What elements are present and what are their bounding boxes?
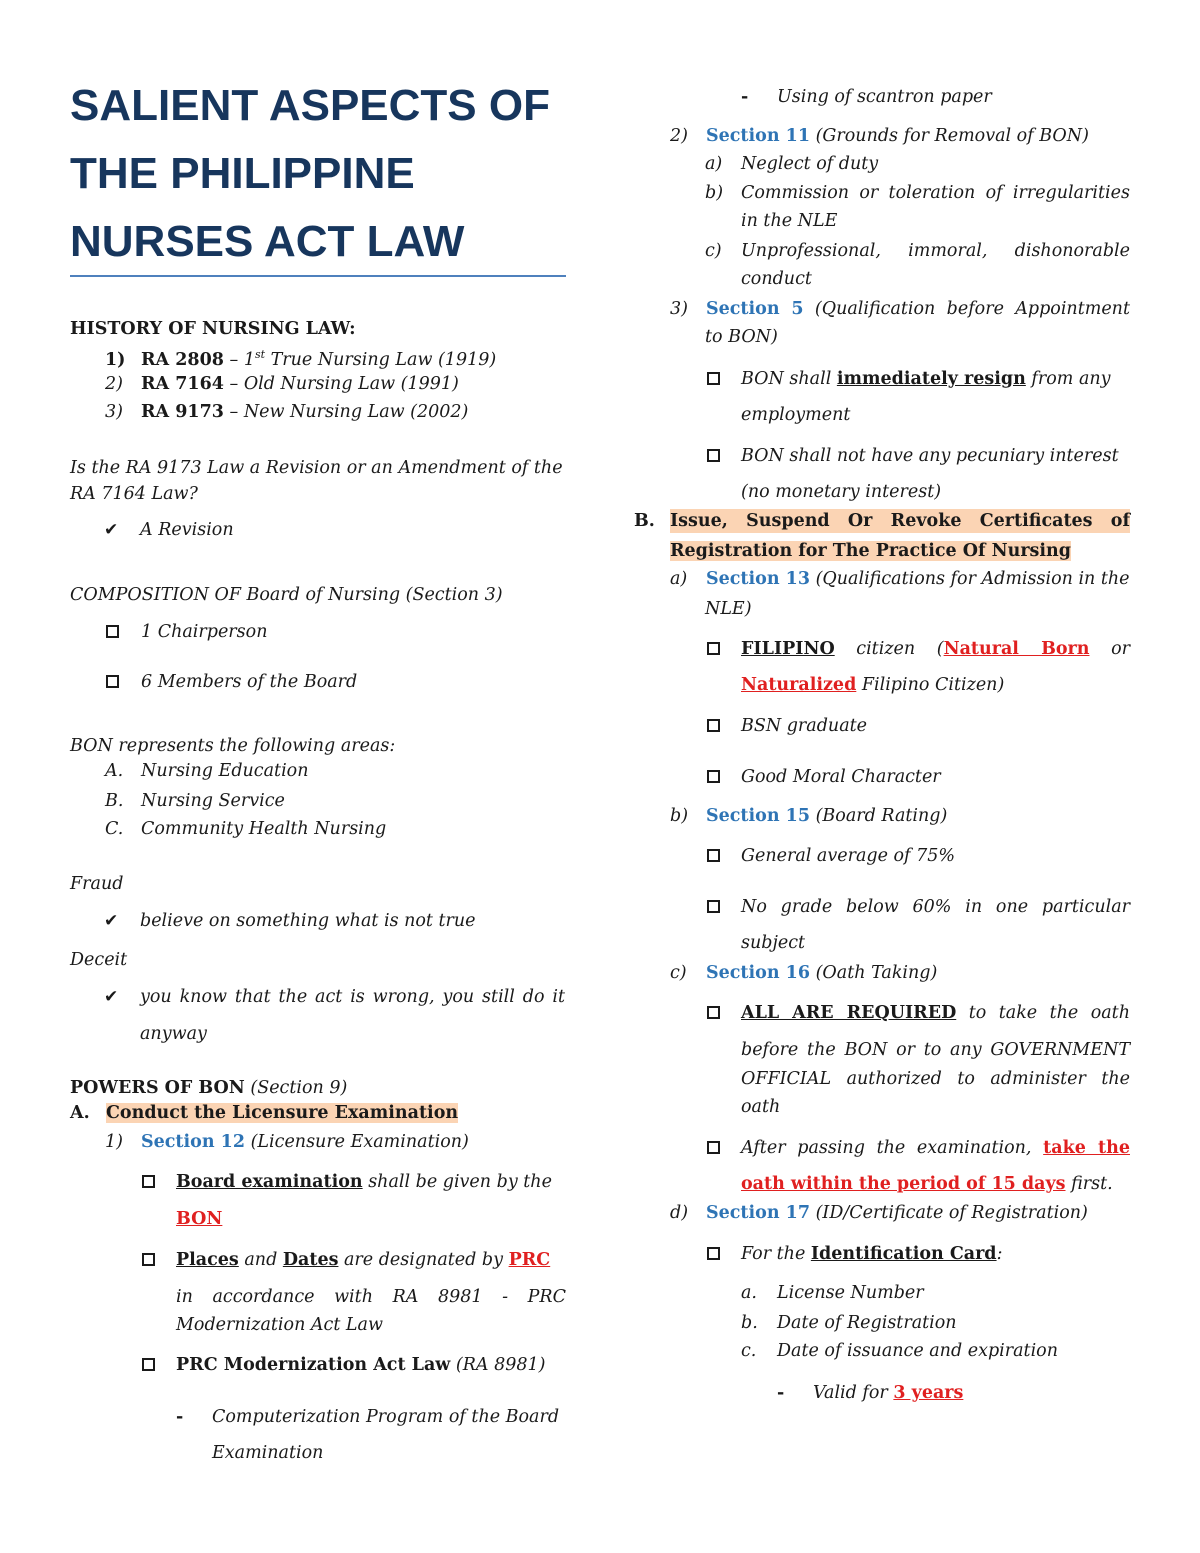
section-15: b) Section 15 (Board Rating) (670, 806, 948, 826)
removal-item-cont: in the NLE (741, 211, 838, 231)
oath-after-cont: oath within the period of 15 days first. (741, 1174, 1113, 1194)
section-13: a) Section 13 (Qualifications for Admission in the (670, 569, 1130, 589)
checkbox-icon (142, 1253, 155, 1266)
checkbox-icon (707, 770, 720, 783)
fraud-term: Fraud (70, 874, 124, 894)
section-13-cont: NLE) (705, 599, 752, 619)
area-item: A. Nursing Education (105, 761, 309, 781)
id-card-field: c. Date of issuance and expiration (741, 1341, 1058, 1361)
area-item: C. Community Health Nursing (105, 819, 387, 839)
powers-part-b-cont: Registration for The Practice Of Nursing (670, 541, 1072, 561)
removal-item: b) Commission or toleration of irregularities (705, 183, 1130, 203)
section-16: c) Section 16 (Oath Taking) (670, 963, 938, 983)
powers-part-a: A. Conduct the Licensure Examination (70, 1103, 459, 1123)
dash-bullet: - (777, 1383, 785, 1403)
checkbox-icon (106, 675, 119, 688)
removal-item-cont: conduct (741, 269, 812, 289)
id-card-item: For the Identification Card: (707, 1242, 1002, 1266)
oath-required-cont: oath (741, 1097, 781, 1117)
filipino-item: FILIPINO citizen (Natural Born or (707, 637, 1130, 661)
places-item-cont: Modernization Act Law (176, 1315, 383, 1335)
checkbox-icon (707, 449, 720, 462)
powers-part-b: B. Issue, Suspend Or Revoke Certificates of (634, 511, 1130, 531)
places-item: Places and Dates are designated by PRC (142, 1248, 550, 1272)
id-card-field: a. License Number (741, 1283, 924, 1303)
rating-item: No grade below 60% in one particular (707, 895, 1130, 919)
prc-sub-item: - Computerization Program of the Board (176, 1407, 560, 1427)
section-12: 1) Section 12 (Licensure Examination) (105, 1132, 469, 1152)
areas-heading: BON represents the following areas: (70, 736, 396, 756)
history-item: 2) RA 7164 – Old Nursing Law (1991) (105, 374, 459, 394)
rating-item: General average of 75% (707, 844, 955, 868)
checkbox-icon (142, 1175, 155, 1188)
rating-item-cont: subject (741, 933, 806, 953)
removal-item: a) Neglect of duty (705, 154, 879, 174)
deceit-definition-cont: anyway (140, 1024, 207, 1044)
deceit-definition: ✔ you know that the act is wrong, you still do it (104, 987, 565, 1007)
checkbox-icon (707, 1006, 720, 1019)
validity-item: - Valid for 3 years (777, 1383, 964, 1403)
board-exam-bon: BON (176, 1209, 223, 1229)
checkbox-icon (142, 1358, 155, 1371)
checkbox-icon (707, 1141, 720, 1154)
composition-item: 6 Members of the Board (106, 670, 357, 694)
id-card-field: b. Date of Registration (741, 1313, 957, 1333)
checkmark-icon: ✔ (104, 520, 119, 540)
section-5: 3) Section 5 (Qualification before Appointment (670, 299, 1130, 319)
checkbox-icon (707, 642, 720, 655)
answer-item: ✔ A Revision (104, 520, 234, 540)
oath-required-cont: OFFICIAL authorized to administer the (741, 1069, 1130, 1089)
pecuniary-item-cont: (no monetary interest) (741, 482, 942, 502)
area-item: B. Nursing Service (105, 791, 285, 811)
filipino-item-cont: Naturalized Filipino Citizen) (741, 675, 1005, 695)
page-title (70, 72, 550, 276)
composition-heading: COMPOSITION OF Board of Nursing (Section 3) (70, 585, 503, 605)
places-item-cont: in accordance with RA 8981 - PRC (176, 1287, 566, 1307)
title-line: NURSES ACT LAW (70, 217, 465, 266)
powers-heading: POWERS OF BON (Section 9) (70, 1078, 348, 1098)
section-5-cont: to BON) (705, 327, 778, 347)
checkbox-icon (707, 372, 720, 385)
question-text: RA 7164 Law? (70, 484, 198, 504)
dash-bullet: - (741, 87, 749, 107)
oath-required-item: ALL ARE REQUIRED to take the oath (707, 1001, 1130, 1025)
checkbox-icon (707, 900, 720, 913)
section-17: d) Section 17 (ID/Certificate of Registration) (670, 1203, 1088, 1223)
checkbox-icon (707, 849, 720, 862)
checkbox-icon (707, 719, 720, 732)
section-11: 2) Section 11 (Grounds for Removal of BON) (670, 126, 1089, 146)
resign-item: BON shall immediately resign from any (707, 367, 1111, 391)
history-item: 1) RA 2808 – 1st True Nursing Law (1919) (105, 348, 497, 370)
checkbox-icon (707, 1247, 720, 1260)
removal-item: c) Unprofessional, immoral, dishonorable (705, 241, 1130, 261)
dash-bullet: - (176, 1407, 184, 1427)
oath-after-item: After passing the examination, take the (707, 1136, 1130, 1160)
qualification-item: Good Moral Character (707, 765, 941, 789)
resign-item-cont: employment (741, 405, 851, 425)
qualification-item: BSN graduate (707, 714, 867, 738)
title-line: THE PHILIPPINE (70, 149, 415, 198)
board-exam-item: Board examination shall be given by the (142, 1170, 552, 1194)
composition-item: 1 Chairperson (106, 620, 267, 644)
prc-item: PRC Modernization Act Law (RA 8981) (142, 1353, 545, 1377)
title-line: SALIENT ASPECTS OF (70, 81, 550, 130)
prc-sub-item-cont: Examination (212, 1443, 324, 1463)
deceit-term: Deceit (70, 950, 128, 970)
oath-required-cont: before the BON or to any GOVERNMENT (741, 1040, 1130, 1060)
history-item: 3) RA 9173 – New Nursing Law (2002) (105, 402, 469, 422)
title-underline (70, 275, 566, 277)
fraud-definition: ✔ believe on something what is not true (104, 911, 476, 931)
prc-sub-item: - Using of scantron paper (741, 87, 992, 107)
checkbox-icon (106, 625, 119, 638)
history-heading: HISTORY OF NURSING LAW: (70, 319, 356, 339)
question-text: Is the RA 9173 Law a Revision or an Amendment of the (70, 458, 563, 478)
checkmark-icon: ✔ (104, 911, 119, 931)
checkmark-icon: ✔ (104, 987, 119, 1007)
pecuniary-item: BON shall not have any pecuniary interest (707, 444, 1119, 468)
